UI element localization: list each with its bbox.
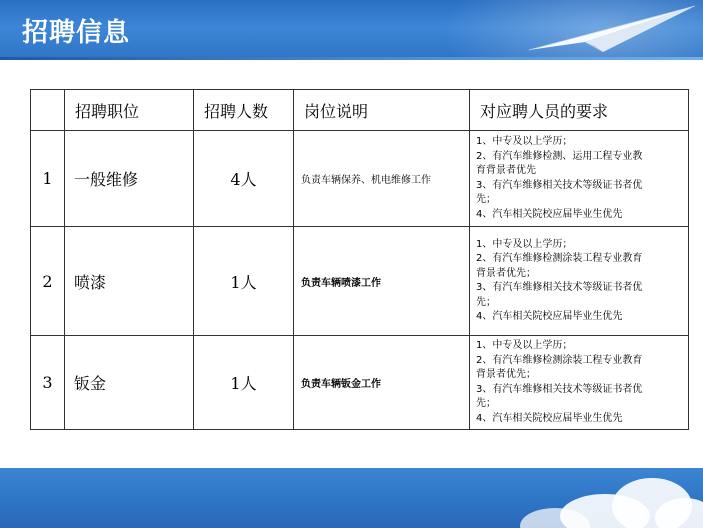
page-title: 招聘信息 bbox=[22, 18, 131, 48]
requirement-line: 1、中专及以上学历； bbox=[476, 136, 573, 147]
row-position: 一般维修 bbox=[65, 131, 194, 227]
requirement-line: 2、有汽车维修检测、运用工程专业教 bbox=[476, 150, 643, 162]
requirement-line: 3、有汽车维修相关技术等级证书者优 bbox=[476, 383, 643, 395]
requirement-line: 4、汽车相关院校应届毕业生优先 bbox=[476, 412, 623, 424]
row-description: 负责车辆钣金工作 bbox=[294, 336, 470, 430]
table-row bbox=[31, 336, 689, 430]
requirement-line: 2、有汽车维修检测涂装工程专业教育 bbox=[476, 354, 643, 366]
recruitment-table bbox=[30, 89, 689, 430]
header-description: 岗位说明 bbox=[294, 90, 470, 131]
requirement-line: 1、中专及以上学历； bbox=[476, 340, 573, 351]
recruitment-table-wrapper bbox=[30, 89, 688, 430]
table-row bbox=[31, 227, 689, 336]
row-count: 1人 bbox=[194, 227, 294, 336]
requirement-line: 4、汽车相关院校应届毕业生优先 bbox=[476, 311, 623, 322]
requirement-line: 3、有汽车维修相关技术等级证书者优 bbox=[476, 282, 643, 293]
banner-rule bbox=[0, 57, 703, 60]
requirement-line: 2、有汽车维修检测涂装工程专业教育 bbox=[476, 253, 643, 264]
row-index: 1 bbox=[31, 131, 65, 227]
requirement-line: 1、中专及以上学历； bbox=[476, 238, 573, 250]
requirement-line: 背景者优先； bbox=[476, 267, 536, 279]
header-position: 招聘职位 bbox=[65, 90, 194, 131]
row-position: 喷漆 bbox=[65, 227, 194, 336]
requirement-line: 背景者优先； bbox=[476, 369, 536, 380]
row-requirements bbox=[470, 336, 689, 430]
requirement-line: 先； bbox=[476, 194, 496, 205]
paper-plane-icon bbox=[525, 2, 700, 54]
requirement-line: 先； bbox=[476, 398, 496, 409]
row-description: 负责车辆喷漆工作 bbox=[294, 227, 470, 336]
requirement-line: 育背景者优先 bbox=[476, 165, 536, 176]
requirement-line: 先； bbox=[476, 296, 496, 308]
row-count: 1人 bbox=[194, 336, 294, 430]
requirement-line: 3、有汽车维修相关技术等级证书者优 bbox=[476, 179, 643, 191]
table-header-row bbox=[31, 90, 689, 131]
row-requirements bbox=[470, 227, 689, 336]
header-count: 招聘人数 bbox=[194, 90, 294, 131]
row-index: 2 bbox=[31, 227, 65, 336]
requirement-line: 4、汽车相关院校应届毕业生优先 bbox=[476, 208, 623, 220]
row-count: 4人 bbox=[194, 131, 294, 227]
table-row bbox=[31, 131, 689, 227]
row-requirements bbox=[470, 131, 689, 227]
row-index: 3 bbox=[31, 336, 65, 430]
footer-band bbox=[0, 468, 703, 528]
row-position: 钣金 bbox=[65, 336, 194, 430]
header-index bbox=[31, 90, 65, 131]
header-requirements: 对应聘人员的要求 bbox=[470, 90, 689, 131]
row-description: 负责车辆保养、机电维修工作 bbox=[294, 131, 470, 227]
